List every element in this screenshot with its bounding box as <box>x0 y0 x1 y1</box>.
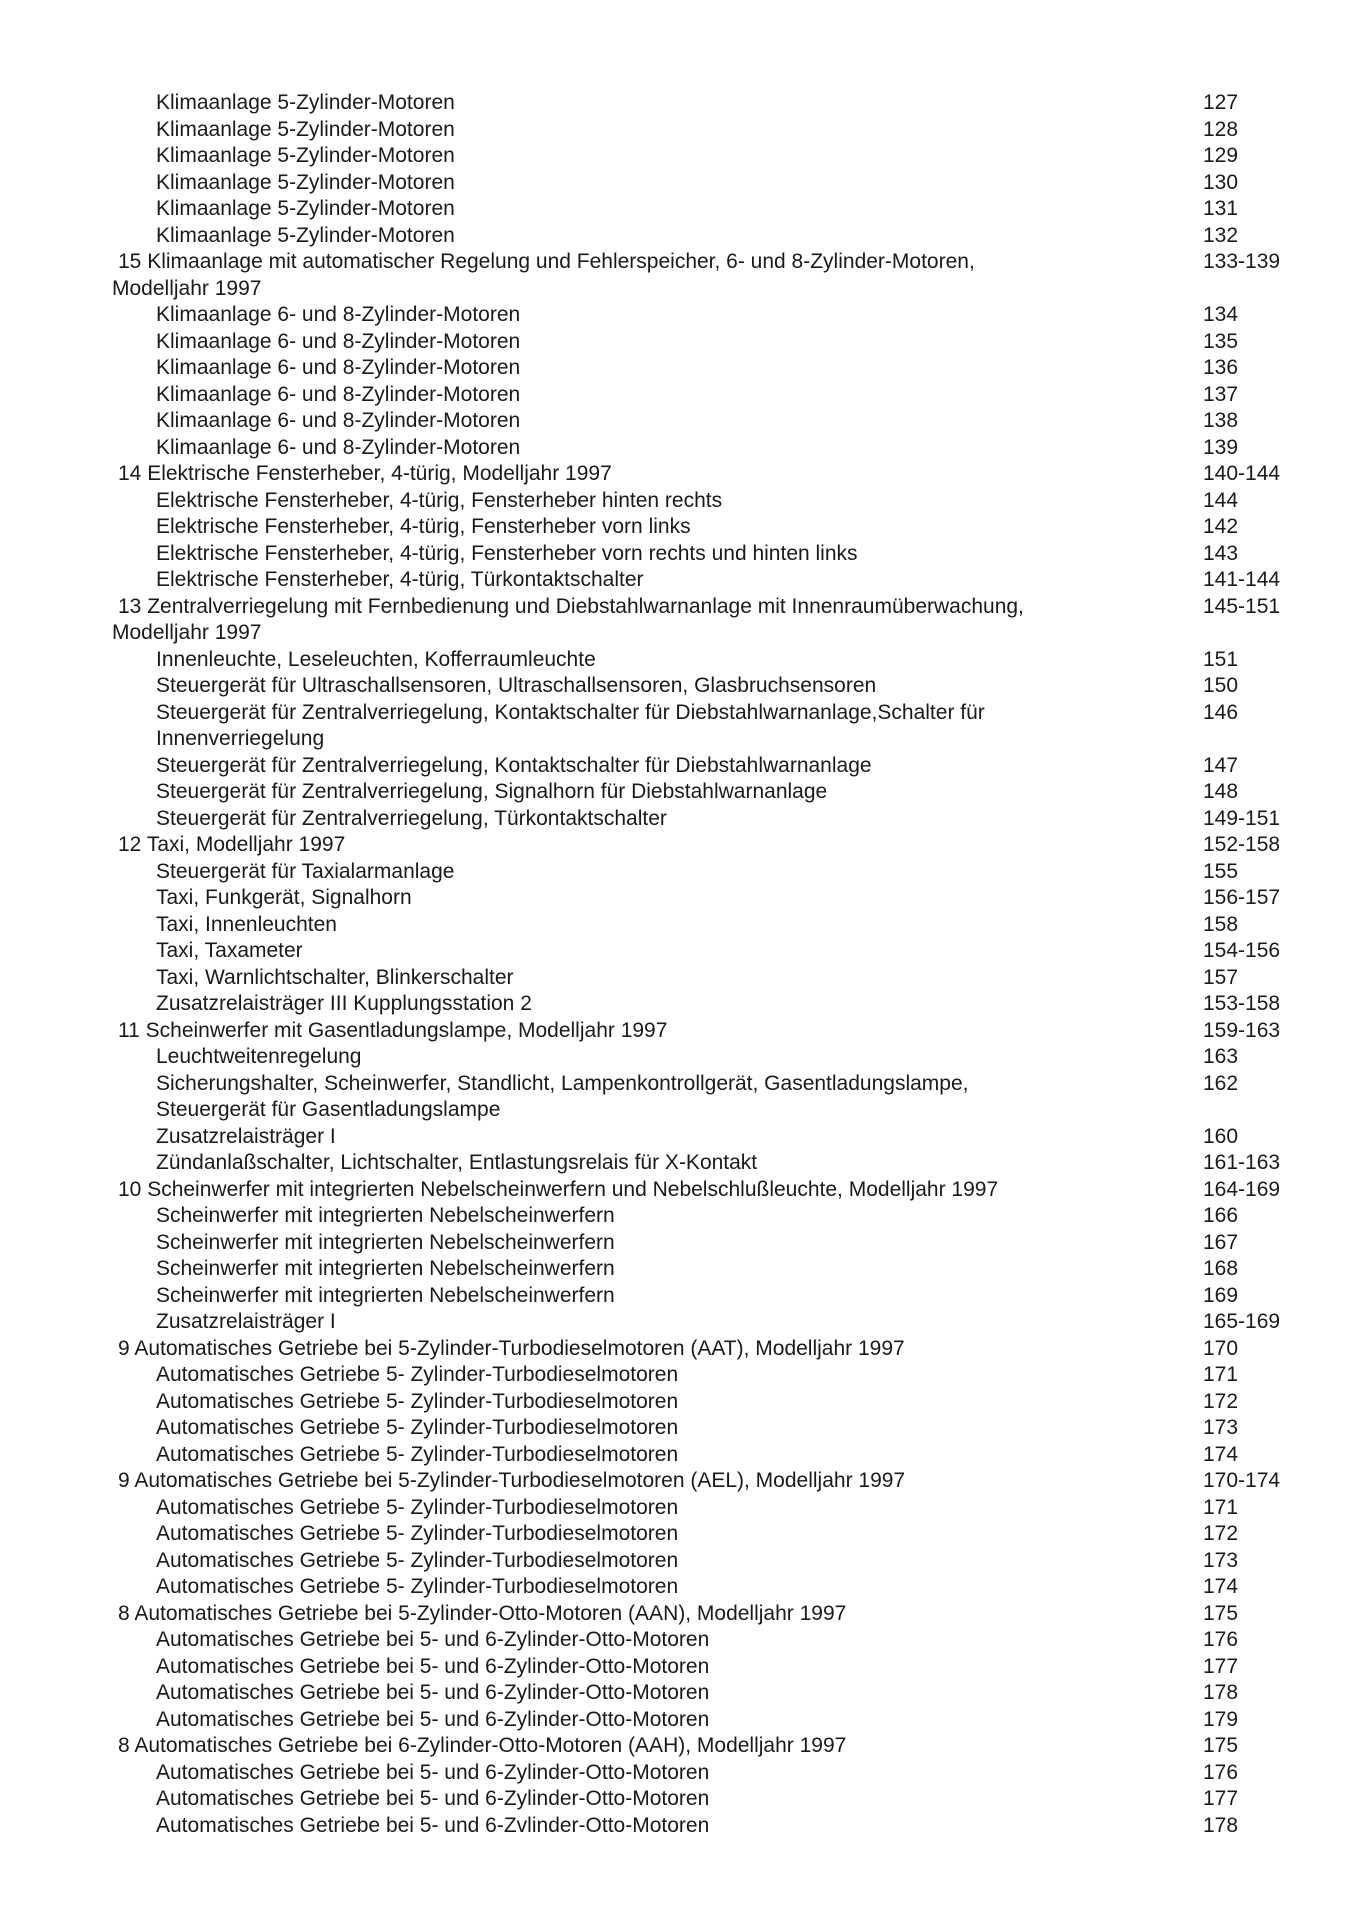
toc-subentry[interactable] <box>0 488 1357 515</box>
toc-entry-title: 9 Automatisches Getriebe bei 5-Zylinder-Turbodieselmotoren (AAT), Modelljahr 1997 <box>118 1336 905 1360</box>
toc-entry-title: Scheinwerfer mit integrierten Nebelscheinwerfern <box>156 1230 615 1254</box>
toc-page-number: 153-158 <box>1203 992 1281 1015</box>
toc-page-number: 157 <box>1203 965 1239 989</box>
toc-page-number: 150 <box>1203 674 1239 697</box>
toc-subentry[interactable] <box>0 753 1357 780</box>
toc-subentry[interactable] <box>0 700 1357 753</box>
toc-page-number: 174 <box>1203 1575 1239 1598</box>
toc-entry-title: Steuergerät für Taxialarmanlage <box>156 859 455 883</box>
toc-entry-title: 10 Scheinwerfer mit integrierten Nebelscheinwerfern und Nebelschlußleuchte, Modelljahr 1997 <box>118 1177 999 1201</box>
toc-entry-title: Scheinwerfer mit integrierten Nebelscheinwerfern <box>156 1283 615 1307</box>
toc-page-number: 129 <box>1203 144 1239 167</box>
toc-entry-title: Elektrische Fensterheber, 4-türig, Fensterheber vorn rechts und hinten links <box>156 541 858 565</box>
toc-entry-title: Zündanlaßschalter, Lichtschalter, Entlastungsrelais für X-Kontakt <box>156 1151 758 1174</box>
toc-subentry[interactable] <box>0 382 1357 409</box>
toc-page-number: 174 <box>1203 1442 1239 1466</box>
toc-subentry[interactable] <box>0 355 1357 382</box>
toc-page-number: 134 <box>1203 303 1239 326</box>
toc-entry-title: Automatisches Getriebe bei 5- und 6-Zylinder-Otto-Motoren <box>156 1654 710 1678</box>
toc-entry-title: Elektrische Fensterheber, 4-türig, Türkontaktschalter <box>156 568 644 591</box>
toc-subentry[interactable] <box>0 779 1357 806</box>
toc-page-number: 161-163 <box>1203 1151 1281 1174</box>
toc-entry-title: Klimaanlage 5-Zylinder-Motoren <box>156 117 455 141</box>
toc-page-number: 176 <box>1203 1628 1239 1651</box>
toc-section-entry[interactable] <box>0 832 1357 859</box>
toc-page-number: 143 <box>1203 541 1239 565</box>
toc-section-entry[interactable] <box>0 1018 1357 1045</box>
toc-entry-title: Leuchtweitenregelung <box>156 1045 362 1068</box>
toc-page-number: 163 <box>1203 1045 1239 1068</box>
toc-subentry[interactable] <box>0 223 1357 250</box>
toc-subentry[interactable] <box>0 567 1357 594</box>
toc-page-number: 173 <box>1203 1416 1239 1439</box>
toc-entry-title: Taxi, Innenleuchten <box>156 912 337 936</box>
toc-entry-title: 13 Zentralverriegelung mit Fernbedienung und Diebstahlwarnanlage mit Innenraumüberwachung, Modelljahr 1997 <box>112 594 1024 644</box>
toc-page-number: 130 <box>1203 170 1239 194</box>
toc-subentry[interactable] <box>0 90 1357 117</box>
toc-entry-title: Taxi, Taxameter <box>156 939 303 962</box>
toc-page-number: 160 <box>1203 1124 1239 1148</box>
toc-entry-title: Automatisches Getriebe 5- Zylinder-Turbodieselmotoren <box>156 1575 679 1598</box>
toc-page-number: 135 <box>1203 329 1239 353</box>
toc-page-number: 177 <box>1203 1654 1239 1678</box>
toc-entry-title: Automatisches Getriebe 5- Zylinder-Turbodieselmotoren <box>156 1442 679 1466</box>
toc-subentry[interactable] <box>0 1654 1357 1681</box>
toc-subentry[interactable] <box>0 806 1357 833</box>
toc-subentry[interactable] <box>0 1309 1357 1336</box>
table-of-contents <box>0 90 1357 1839</box>
toc-subentry[interactable] <box>0 1415 1357 1442</box>
toc-entry-title: Klimaanlage 5-Zylinder-Motoren <box>156 223 455 247</box>
toc-page-number: 178 <box>1203 1813 1239 1837</box>
toc-subentry[interactable] <box>0 912 1357 939</box>
toc-entry-title: Zusatzrelaisträger I <box>156 1124 336 1148</box>
toc-entry-title: 15 Klimaanlage mit automatischer Regelung und Fehlerspeicher, 6- und 8-Zylinder-Motoren, Modelljahr 1997 <box>112 250 975 300</box>
toc-page-number: 172 <box>1203 1522 1239 1545</box>
toc-entry-title: Klimaanlage 6- und 8-Zylinder-Motoren <box>156 382 521 406</box>
toc-page-number: 155 <box>1203 859 1239 883</box>
toc-page-number: 175 <box>1203 1734 1239 1757</box>
toc-entry-title: Klimaanlage 6- und 8-Zylinder-Motoren <box>156 303 521 326</box>
toc-section-entry[interactable] <box>0 594 1357 647</box>
toc-page-number: 128 <box>1203 117 1239 141</box>
toc-page-number: 141-144 <box>1203 568 1281 591</box>
toc-subentry[interactable] <box>0 1521 1357 1548</box>
toc-subentry[interactable] <box>0 143 1357 170</box>
toc-subentry[interactable] <box>0 673 1357 700</box>
toc-subentry[interactable] <box>0 1389 1357 1416</box>
toc-subentry[interactable] <box>0 117 1357 144</box>
toc-page-number: 137 <box>1203 382 1239 406</box>
toc-subentry[interactable] <box>0 1495 1357 1522</box>
toc-entry-title: Taxi, Warnlichtschalter, Blinkerschalter <box>156 965 514 989</box>
toc-section-entry[interactable] <box>0 461 1357 488</box>
toc-page-number: 156-157 <box>1203 886 1281 909</box>
toc-page-number: 179 <box>1203 1707 1239 1731</box>
toc-section-entry[interactable] <box>0 1601 1357 1628</box>
toc-entry-title: Automatisches Getriebe 5- Zylinder-Turbodieselmotoren <box>156 1389 679 1413</box>
toc-entry-title: 9 Automatisches Getriebe bei 5-Zylinder-Turbodieselmotoren (AEL), Modelljahr 1997 <box>118 1469 906 1492</box>
toc-page-number: 169 <box>1203 1283 1239 1307</box>
toc-page-number: 131 <box>1203 197 1239 220</box>
toc-entry-title: 8 Automatisches Getriebe bei 6-Zylinder-Otto-Motoren (AAH), Modelljahr 1997 <box>118 1734 847 1757</box>
toc-entry-title: Zusatzrelaisträger I <box>156 1310 336 1333</box>
toc-page-number: 133-139 <box>1203 250 1281 273</box>
toc-page-number: 171 <box>1203 1363 1239 1386</box>
toc-entry-title: Automatisches Getriebe bei 5- und 6-Zylinder-Otto-Motoren <box>156 1760 710 1784</box>
toc-entry-title: Steuergerät für Zentralverriegelung, Türkontaktschalter <box>156 806 667 830</box>
toc-subentry[interactable] <box>0 1203 1357 1230</box>
toc-page-number: 170 <box>1203 1336 1239 1360</box>
toc-entry-title: Steuergerät für Zentralverriegelung, Kontaktschalter für Diebstahlwarnanlage,Schalter für Innenverriegelung <box>156 700 985 750</box>
toc-entry-title: 14 Elektrische Fensterheber, 4-türig, Modelljahr 1997 <box>118 462 612 485</box>
toc-page-number: 172 <box>1203 1389 1239 1413</box>
toc-subentry[interactable] <box>0 1071 1357 1124</box>
toc-subentry[interactable] <box>0 1707 1357 1734</box>
toc-entry-title: Automatisches Getriebe bei 5- und 6-Zylinder-Otto-Motoren <box>156 1707 710 1731</box>
toc-entry-title: Klimaanlage 6- und 8-Zylinder-Motoren <box>156 435 521 459</box>
toc-subentry[interactable] <box>0 965 1357 992</box>
toc-section-entry[interactable] <box>0 1468 1357 1495</box>
toc-page-number: 165-169 <box>1203 1310 1281 1333</box>
toc-entry-title: Elektrische Fensterheber, 4-türig, Fensterheber hinten rechts <box>156 488 723 512</box>
toc-section-entry[interactable] <box>0 1336 1357 1363</box>
toc-entry-title: Klimaanlage 5-Zylinder-Motoren <box>156 197 455 220</box>
toc-entry-title: Automatisches Getriebe bei 5- und 6-Zylinder-Otto-Motoren <box>156 1787 710 1810</box>
toc-entry-title: Klimaanlage 5-Zylinder-Motoren <box>156 144 455 167</box>
toc-subentry[interactable] <box>0 1680 1357 1707</box>
toc-subentry[interactable] <box>0 1150 1357 1177</box>
toc-page-number: 167 <box>1203 1230 1239 1254</box>
toc-subentry[interactable] <box>0 408 1357 435</box>
toc-entry-title: Automatisches Getriebe 5- Zylinder-Turbodieselmotoren <box>156 1363 679 1386</box>
toc-page-number: 144 <box>1203 488 1239 512</box>
toc-entry-title: 12 Taxi, Modelljahr 1997 <box>118 833 346 856</box>
toc-entry-title: Klimaanlage 6- und 8-Zylinder-Motoren <box>156 356 521 379</box>
toc-entry-title: Steuergerät für Ultraschallsensoren, Ultraschallsensoren, Glasbruchsensoren <box>156 674 877 697</box>
toc-page-number: 159-163 <box>1203 1018 1281 1042</box>
toc-subentry[interactable] <box>0 1574 1357 1601</box>
toc-subentry[interactable] <box>0 859 1357 886</box>
toc-page-number: 132 <box>1203 223 1239 247</box>
toc-section-entry[interactable] <box>0 1177 1357 1204</box>
toc-entry-title: Automatisches Getriebe bei 5- und 6-Zylinder-Otto-Motoren <box>156 1681 710 1704</box>
toc-page-number: 171 <box>1203 1495 1239 1519</box>
toc-subentry[interactable] <box>0 435 1357 462</box>
toc-subentry[interactable] <box>0 514 1357 541</box>
toc-page-number: 148 <box>1203 780 1239 803</box>
toc-page-number: 152-158 <box>1203 833 1281 856</box>
toc-subentry[interactable] <box>0 1813 1357 1840</box>
toc-entry-title: Taxi, Funkgerät, Signalhorn <box>156 886 412 909</box>
toc-subentry[interactable] <box>0 302 1357 329</box>
toc-page-number: 138 <box>1203 409 1239 432</box>
toc-entry-title: Sicherungshalter, Scheinwerfer, Standlicht, Lampenkontrollgerät, Gasentladungslampe, Steuergerät für Gasentladungslampe <box>156 1071 969 1121</box>
toc-entry-title: Klimaanlage 6- und 8-Zylinder-Motoren <box>156 409 521 432</box>
toc-subentry[interactable] <box>0 1627 1357 1654</box>
toc-subentry[interactable] <box>0 1256 1357 1283</box>
toc-subentry[interactable] <box>0 938 1357 965</box>
toc-subentry[interactable] <box>0 1362 1357 1389</box>
toc-page-number: 149-151 <box>1203 806 1281 830</box>
toc-page-number: 166 <box>1203 1204 1239 1227</box>
toc-entry-title: Klimaanlage 5-Zylinder-Motoren <box>156 91 455 114</box>
toc-subentry[interactable] <box>0 329 1357 356</box>
toc-entry-title: Automatisches Getriebe 5- Zylinder-Turbodieselmotoren <box>156 1416 679 1439</box>
toc-page-number: 164-169 <box>1203 1177 1281 1201</box>
toc-page-number: 177 <box>1203 1787 1239 1810</box>
toc-subentry[interactable] <box>0 991 1357 1018</box>
toc-subentry[interactable] <box>0 1442 1357 1469</box>
toc-page-number: 139 <box>1203 435 1239 459</box>
toc-subentry[interactable] <box>0 1283 1357 1310</box>
toc-subentry[interactable] <box>0 1044 1357 1071</box>
toc-subentry[interactable] <box>0 1786 1357 1813</box>
toc-entry-title: 8 Automatisches Getriebe bei 5-Zylinder-Otto-Motoren (AAN), Modelljahr 1997 <box>118 1601 847 1625</box>
toc-entry-title: Elektrische Fensterheber, 4-türig, Fensterheber vorn links <box>156 515 691 538</box>
toc-subentry[interactable] <box>0 1124 1357 1151</box>
toc-section-entry[interactable] <box>0 249 1357 302</box>
toc-page-number: 158 <box>1203 912 1239 936</box>
toc-page-number: 136 <box>1203 356 1239 379</box>
toc-page-number: 162 <box>1203 1071 1239 1095</box>
toc-entry-title: Automatisches Getriebe bei 5- und 6-Zylinder-Otto-Motoren <box>156 1628 710 1651</box>
toc-page-number: 178 <box>1203 1681 1239 1704</box>
toc-subentry[interactable] <box>0 647 1357 674</box>
toc-entry-title: Zusatzrelaisträger III Kupplungsstation 2 <box>156 992 532 1015</box>
toc-subentry[interactable] <box>0 1760 1357 1787</box>
toc-page-number: 154-156 <box>1203 939 1281 962</box>
toc-subentry[interactable] <box>0 170 1357 197</box>
toc-page-number: 168 <box>1203 1257 1239 1280</box>
toc-entry-title: 11 Scheinwerfer mit Gasentladungslampe, Modelljahr 1997 <box>118 1018 668 1042</box>
toc-page-number: 140-144 <box>1203 462 1281 485</box>
toc-entry-title: Automatisches Getriebe 5- Zylinder-Turbodieselmotoren <box>156 1548 679 1572</box>
toc-page-number: 147 <box>1203 753 1239 777</box>
toc-subentry[interactable] <box>0 1548 1357 1575</box>
toc-entry-title: Klimaanlage 6- und 8-Zylinder-Motoren <box>156 329 521 353</box>
toc-page-number: 142 <box>1203 515 1239 538</box>
toc-entry-title: Automatisches Getriebe 5- Zylinder-Turbodieselmotoren <box>156 1495 679 1519</box>
toc-subentry[interactable] <box>0 885 1357 912</box>
toc-entry-title: Klimaanlage 5-Zylinder-Motoren <box>156 170 455 194</box>
toc-page-number: 175 <box>1203 1601 1239 1625</box>
toc-subentry[interactable] <box>0 196 1357 223</box>
toc-entry-title: Steuergerät für Zentralverriegelung, Kontaktschalter für Diebstahlwarnanlage <box>156 753 872 777</box>
toc-entry-title: Automatisches Getriebe bei 5- und 6-Zvlinder-Otto-Motoren <box>156 1813 710 1837</box>
toc-page-number: 127 <box>1203 91 1239 114</box>
toc-subentry[interactable] <box>0 1230 1357 1257</box>
toc-entry-title: Scheinwerfer mit integrierten Nebelscheinwerfern <box>156 1204 615 1227</box>
toc-subentry[interactable] <box>0 541 1357 568</box>
toc-entry-title: Innenleuchte, Leseleuchten, Kofferraumleuchte <box>156 647 596 671</box>
toc-page-number: 145-151 <box>1203 594 1281 618</box>
toc-page-number: 146 <box>1203 700 1239 724</box>
toc-section-entry[interactable] <box>0 1733 1357 1760</box>
toc-entry-title: Steuergerät für Zentralverriegelung, Signalhorn für Diebstahlwarnanlage <box>156 780 828 803</box>
toc-page-number: 170-174 <box>1203 1469 1281 1492</box>
toc-entry-title: Automatisches Getriebe 5- Zylinder-Turbodieselmotoren <box>156 1522 679 1545</box>
toc-page-number: 176 <box>1203 1760 1239 1784</box>
toc-page-number: 151 <box>1203 647 1239 671</box>
toc-entry-title: Scheinwerfer mit integrierten Nebelscheinwerfern <box>156 1257 615 1280</box>
toc-page-number: 173 <box>1203 1548 1239 1572</box>
